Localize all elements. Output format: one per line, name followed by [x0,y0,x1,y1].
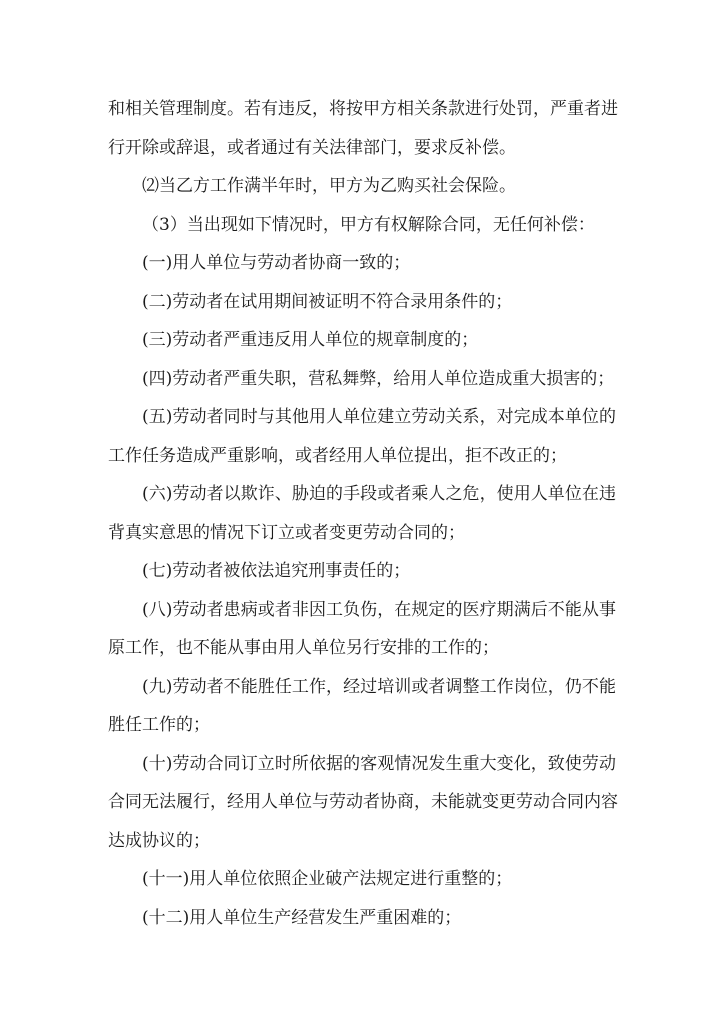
clause-6: (六)劳动者以欺诈、胁迫的手段或者乘人之危，使用人单位在违 [142,484,616,504]
clause-4: (四)劳动者严重失职，营私舞弊，给用人单位造成重大损害的； [142,368,615,389]
clause-8: (八)劳动者患病或者非因工负伤，在规定的医疗期满后不能从事 [142,599,616,620]
clause-5: (五)劳动者同时与其他用人单位建立劳动关系，对完成本单位的 [142,407,616,427]
clause-7: (七)劳动者被依法追究刑事责任的； [142,561,411,581]
clause-9: (九)劳动者不能胜任工作，经过培训或者调整工作岗位，仍不能 [142,676,616,697]
document-body [108,90,616,937]
clause-2: (二)劳动者在试用期间被证明不符合录用条件的； [142,291,513,312]
clause-12: (十二)用人单位生产经营发生严重困难的； [142,907,462,928]
text-line: （3）当出现如下情况时，甲方有权解除合同，无任何补偿： [142,214,595,235]
clause-6-continued: 背真实意思的情况下订立或者变更劳动合同的； [108,522,465,543]
clause-10: (十)劳动合同订立时所依据的客观情况发生重大变化，致使劳动 [142,753,616,774]
clause-10-continued: 达成协议的； [108,830,210,851]
clause-3: (三)劳动者严重违反用人单位的规章制度的； [142,330,479,350]
text-line: ⑵当乙方工作满半年时，甲方为乙购买社会保险。 [142,176,516,196]
text-line: 和相关管理制度。若有违反，将按甲方相关条款进行处罚，严重者进 [108,99,618,119]
clause-1: (一)用人单位与劳动者协商一致的； [142,253,411,273]
clause-9-continued: 胜任工作的； [108,715,210,735]
clause-8-continued: 原工作，也不能从事由用人单位另行安排的工作的； [108,638,499,658]
clause-5-continued: 工作任务造成严重影响，或者经用人单位提出，拒不改正的； [108,445,567,466]
text-line: 行开除或辞退，或者通过有关法律部门，要求反补偿。 [108,137,516,158]
clause-10-continued: 合同无法履行，经用人单位与劳动者协商，未能就变更劳动合同内容 [108,792,618,812]
clause-11: (十一)用人单位依照企业破产法规定进行重整的； [142,869,513,889]
